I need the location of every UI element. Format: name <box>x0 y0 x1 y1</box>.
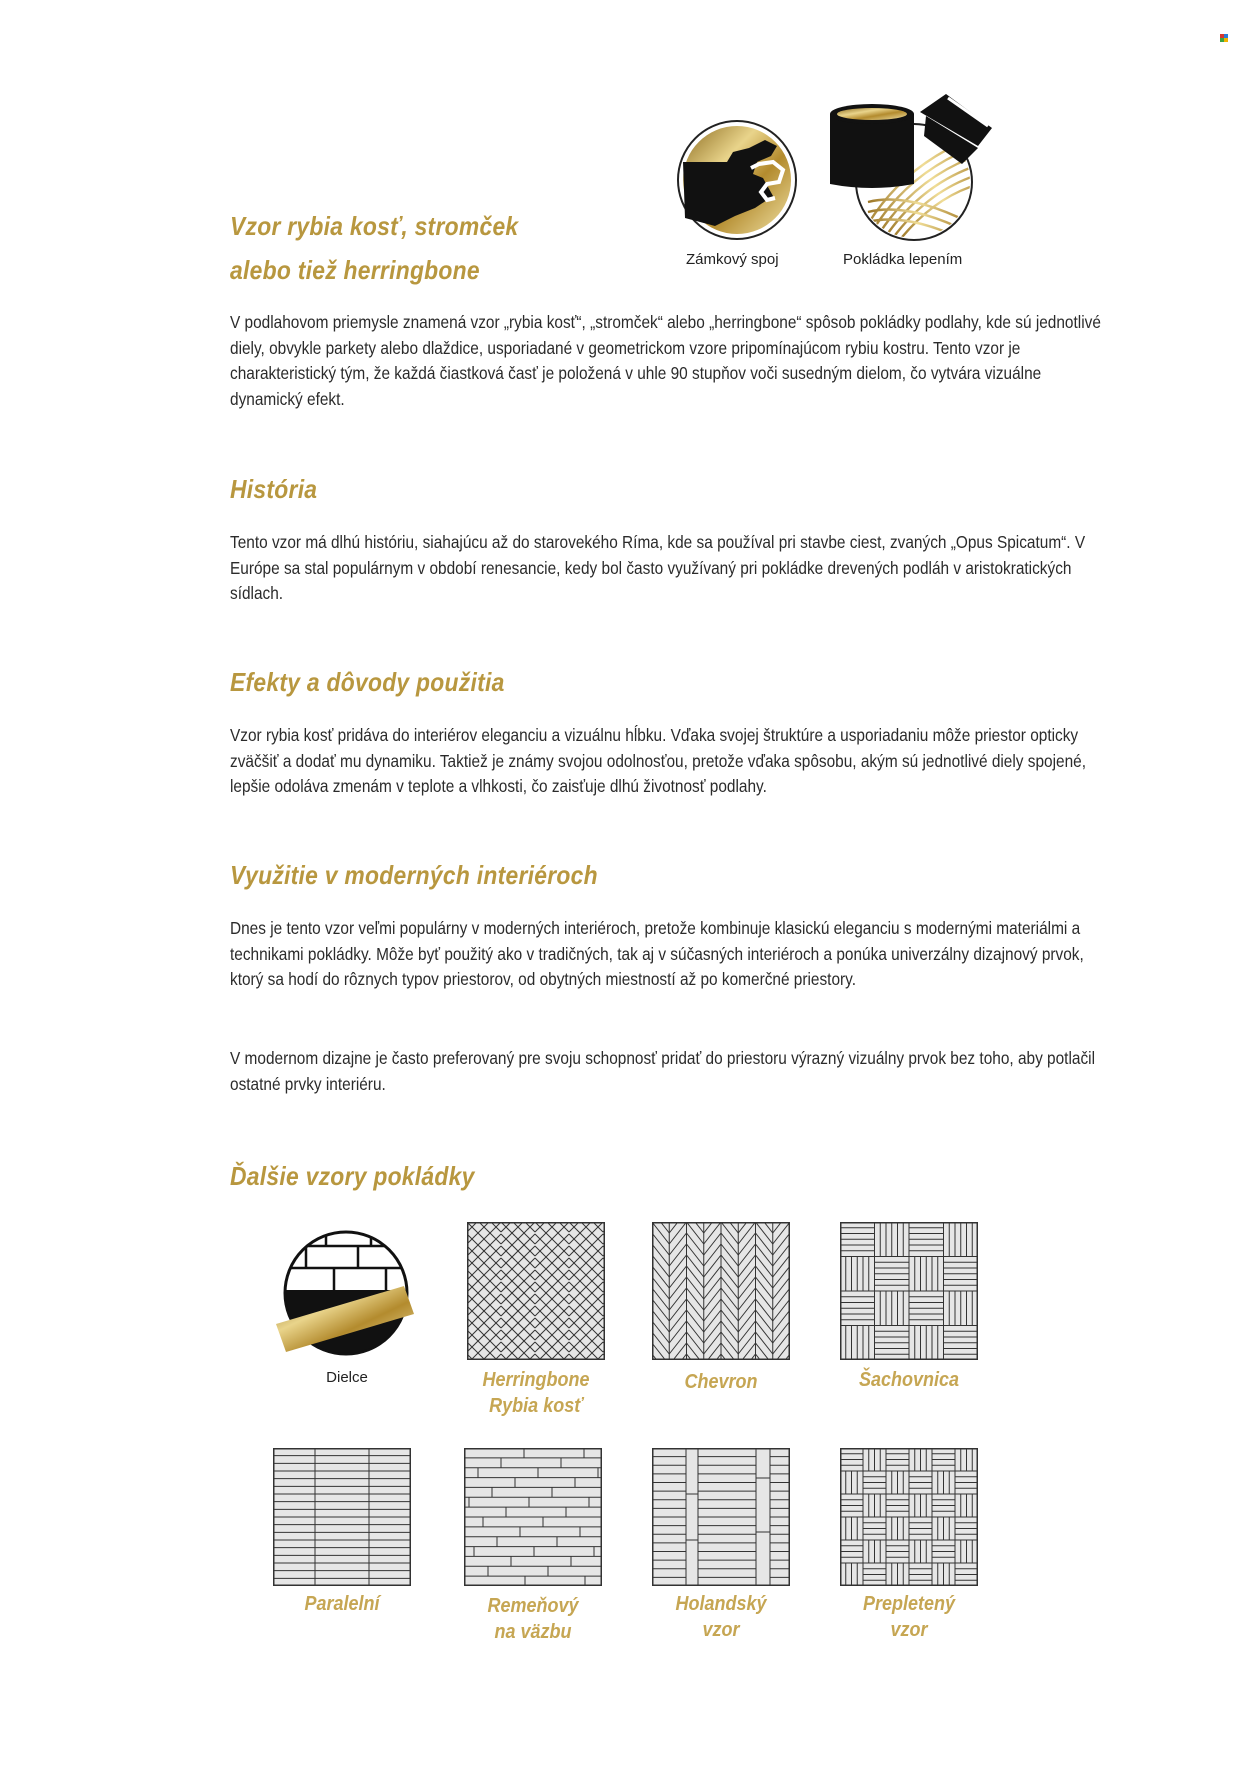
brand-mark-icon <box>1220 34 1228 42</box>
planks-icon <box>276 1228 416 1358</box>
section-heading-effects: Efekty a dôvody použitia <box>230 667 505 697</box>
pattern-caption <box>824 1591 995 1643</box>
top-icon-caption-2: Pokládka lepením <box>843 251 963 268</box>
caption-line: Remeňový <box>487 1595 579 1617</box>
top-icon-caption-1: Zámkový spoj <box>686 251 779 268</box>
chevron-pattern-icon <box>652 1222 790 1360</box>
dutch-pattern-icon <box>652 1448 790 1586</box>
caption-line: vzor <box>702 1619 740 1641</box>
pattern-caption <box>636 1591 807 1643</box>
caption-line: Holandský <box>675 1593 767 1615</box>
pattern-caption: Dielce <box>326 1369 368 1386</box>
checkerboard-pattern-icon <box>840 1222 978 1360</box>
pattern-caption: Šachovnica <box>858 1369 960 1391</box>
section-paragraph: Vzor rybia kosť pridáva do interiérov eleganciu a vizuálnu hĺbku. Vďaka svojej štruktúre a usporiadaniu môže priestor opticky zväčšiť a dodať mu dynamiku. Taktiež je známy svojou odolnosťou, pretože vďaka spôsobu, akým sú jednotlivé diely spojené, lepšie odoláva zmenám v teplote a vlhkosti, čo zaisťuje dlhú životnosť podlahy. <box>230 725 1087 796</box>
strip-bond-pattern-icon <box>464 1448 602 1586</box>
section-heading-herringbone-line2: alebo tiež herringbone <box>230 255 480 285</box>
pattern-caption: Chevron <box>684 1371 758 1393</box>
section-heading-history: História <box>230 474 318 504</box>
herringbone-pattern-icon <box>467 1222 605 1360</box>
section-heading-modern-interiors: Využitie v moderných interiéroch <box>230 860 598 890</box>
caption-line: Herringbone <box>482 1369 590 1391</box>
locking-joint-icon <box>675 118 799 242</box>
section-paragraph: Tento vzor má dlhú históriu, siahajúcu až do starovekého Ríma, kde sa používal pri stavbe ciest, zvaných „Opus Spicatum“. V Európe sa stal populárnym v období renesancie, kedy bol často využívaný pri pokládke drevených podláh v aristokratických sídlach. <box>230 532 1086 603</box>
pattern-caption <box>451 1367 622 1419</box>
section-heading-other-patterns: Ďalšie vzory pokládky <box>230 1161 475 1191</box>
section-paragraph: V podlahovom priemysle znamená vzor „rybia kosť“, „stromček“ alebo „herringbone“ spôsob pokládky podlahy, kde sú jednotlivé diely, obvykle parkety alebo dlaždice, usporiadané v geometrickom vzore pripomínajúcom rybiu kostru. Tento vzor je charakteristický tým, že každá čiastková časť je položená v uhle 90 stupňov voči susedným dielom, čo vytvára vizuálne dynamický efekt. <box>230 312 1101 409</box>
woven-pattern-icon <box>840 1448 978 1586</box>
section-paragraph: Dnes je tento vzor veľmi populárny v moderných interiéroch, pretože kombinuje klasickú eleganciu s modernými materiálmi a technikami pokládky. Môže byť použitý ako v tradičných, tak aj v súčasných interiéroch a ponúka univerzálny dizajnový prvok, ktorý sa hodí do rôznych typov priestorov, od obytných miestností až po komerčné priestory. <box>230 918 1084 989</box>
caption-line: vzor <box>890 1619 928 1641</box>
caption-line: Rybia kosť <box>489 1395 583 1417</box>
glue-bucket-icon <box>828 92 1000 244</box>
parallel-pattern-icon <box>273 1448 411 1586</box>
pattern-caption <box>448 1593 619 1645</box>
section-heading-herringbone: Vzor rybia kosť, stromček <box>230 211 519 241</box>
caption-line: Prepletený <box>862 1593 956 1615</box>
section-paragraph: V modernom dizajne je často preferovaný pre svoju schopnosť pridať do priestoru výrazný vizuálny prvok bez toho, aby potlačil ostatné prvky interiéru. <box>230 1048 1095 1094</box>
pattern-caption: Paralelní <box>304 1593 380 1615</box>
caption-line: na väzbu <box>494 1621 572 1643</box>
